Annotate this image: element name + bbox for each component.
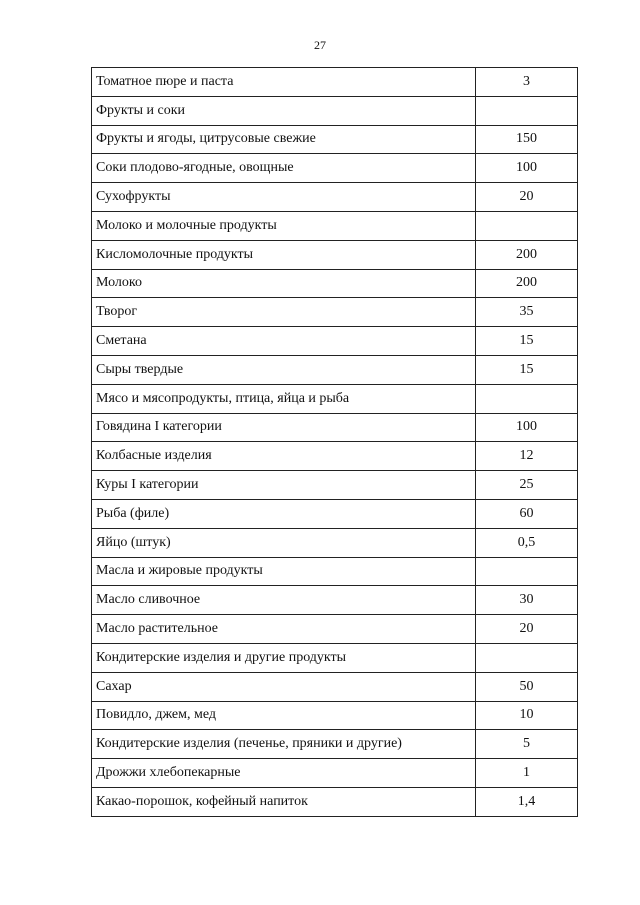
table-row bbox=[92, 672, 578, 701]
product-name-cell: Сухофрукты bbox=[92, 183, 476, 212]
table-row bbox=[92, 154, 578, 183]
product-name-cell: Какао-порошок, кофейный напиток bbox=[92, 787, 476, 816]
product-value-cell: 100 bbox=[476, 154, 578, 183]
table-row bbox=[92, 471, 578, 500]
product-name-cell: Фрукты и соки bbox=[92, 96, 476, 125]
product-value-cell: 200 bbox=[476, 240, 578, 269]
product-value-cell: 15 bbox=[476, 327, 578, 356]
product-value-cell: 35 bbox=[476, 298, 578, 327]
product-value-cell: 20 bbox=[476, 615, 578, 644]
product-value-cell bbox=[476, 643, 578, 672]
table-row bbox=[92, 125, 578, 154]
product-value-cell bbox=[476, 211, 578, 240]
product-name-cell: Творог bbox=[92, 298, 476, 327]
product-value-cell: 3 bbox=[476, 68, 578, 97]
product-name-cell: Масла и жировые продукты bbox=[92, 557, 476, 586]
product-name-cell: Куры I категории bbox=[92, 471, 476, 500]
table-row bbox=[92, 528, 578, 557]
product-name-cell: Говядина I категории bbox=[92, 413, 476, 442]
table-row bbox=[92, 298, 578, 327]
page-number: 27 bbox=[314, 38, 326, 52]
product-value-cell bbox=[476, 384, 578, 413]
product-name-cell: Дрожжи хлебопекарные bbox=[92, 759, 476, 788]
table-row bbox=[92, 68, 578, 97]
food-norms-table-body bbox=[92, 68, 578, 817]
table-row bbox=[92, 327, 578, 356]
table-row bbox=[92, 586, 578, 615]
product-value-cell: 15 bbox=[476, 355, 578, 384]
table-row bbox=[92, 730, 578, 759]
table-row bbox=[92, 499, 578, 528]
table-row bbox=[92, 701, 578, 730]
table-row bbox=[92, 384, 578, 413]
table-row bbox=[92, 615, 578, 644]
product-name-cell: Молоко и молочные продукты bbox=[92, 211, 476, 240]
product-value-cell: 5 bbox=[476, 730, 578, 759]
table-row bbox=[92, 96, 578, 125]
product-name-cell: Яйцо (штук) bbox=[92, 528, 476, 557]
product-value-cell: 12 bbox=[476, 442, 578, 471]
product-name-cell: Молоко bbox=[92, 269, 476, 298]
product-name-cell: Сыры твердые bbox=[92, 355, 476, 384]
product-value-cell: 30 bbox=[476, 586, 578, 615]
product-name-cell: Колбасные изделия bbox=[92, 442, 476, 471]
food-norms-table bbox=[91, 67, 578, 817]
product-value-cell: 1,4 bbox=[476, 787, 578, 816]
product-name-cell: Масло сливочное bbox=[92, 586, 476, 615]
product-name-cell: Фрукты и ягоды, цитрусовые свежие bbox=[92, 125, 476, 154]
product-value-cell bbox=[476, 96, 578, 125]
table-row bbox=[92, 240, 578, 269]
table-row bbox=[92, 643, 578, 672]
product-name-cell: Мясо и мясопродукты, птица, яйца и рыба bbox=[92, 384, 476, 413]
table-row bbox=[92, 557, 578, 586]
product-value-cell: 60 bbox=[476, 499, 578, 528]
table-row bbox=[92, 183, 578, 212]
product-value-cell: 200 bbox=[476, 269, 578, 298]
table-row bbox=[92, 787, 578, 816]
product-name-cell: Рыба (филе) bbox=[92, 499, 476, 528]
product-value-cell: 1 bbox=[476, 759, 578, 788]
table-row bbox=[92, 355, 578, 384]
product-name-cell: Томатное пюре и паста bbox=[92, 68, 476, 97]
product-value-cell: 150 bbox=[476, 125, 578, 154]
product-value-cell: 25 bbox=[476, 471, 578, 500]
product-name-cell: Сахар bbox=[92, 672, 476, 701]
product-name-cell: Сметана bbox=[92, 327, 476, 356]
product-value-cell: 100 bbox=[476, 413, 578, 442]
table-row bbox=[92, 413, 578, 442]
product-value-cell: 0,5 bbox=[476, 528, 578, 557]
product-name-cell: Масло растительное bbox=[92, 615, 476, 644]
product-value-cell: 20 bbox=[476, 183, 578, 212]
product-value-cell: 10 bbox=[476, 701, 578, 730]
product-name-cell: Повидло, джем, мед bbox=[92, 701, 476, 730]
product-name-cell: Соки плодово-ягодные, овощные bbox=[92, 154, 476, 183]
product-value-cell bbox=[476, 557, 578, 586]
table-row bbox=[92, 211, 578, 240]
product-name-cell: Кисломолочные продукты bbox=[92, 240, 476, 269]
product-name-cell: Кондитерские изделия и другие продукты bbox=[92, 643, 476, 672]
table-row bbox=[92, 269, 578, 298]
table-row bbox=[92, 759, 578, 788]
product-name-cell: Кондитерские изделия (печенье, пряники и другие) bbox=[92, 730, 476, 759]
product-value-cell: 50 bbox=[476, 672, 578, 701]
table-row bbox=[92, 442, 578, 471]
